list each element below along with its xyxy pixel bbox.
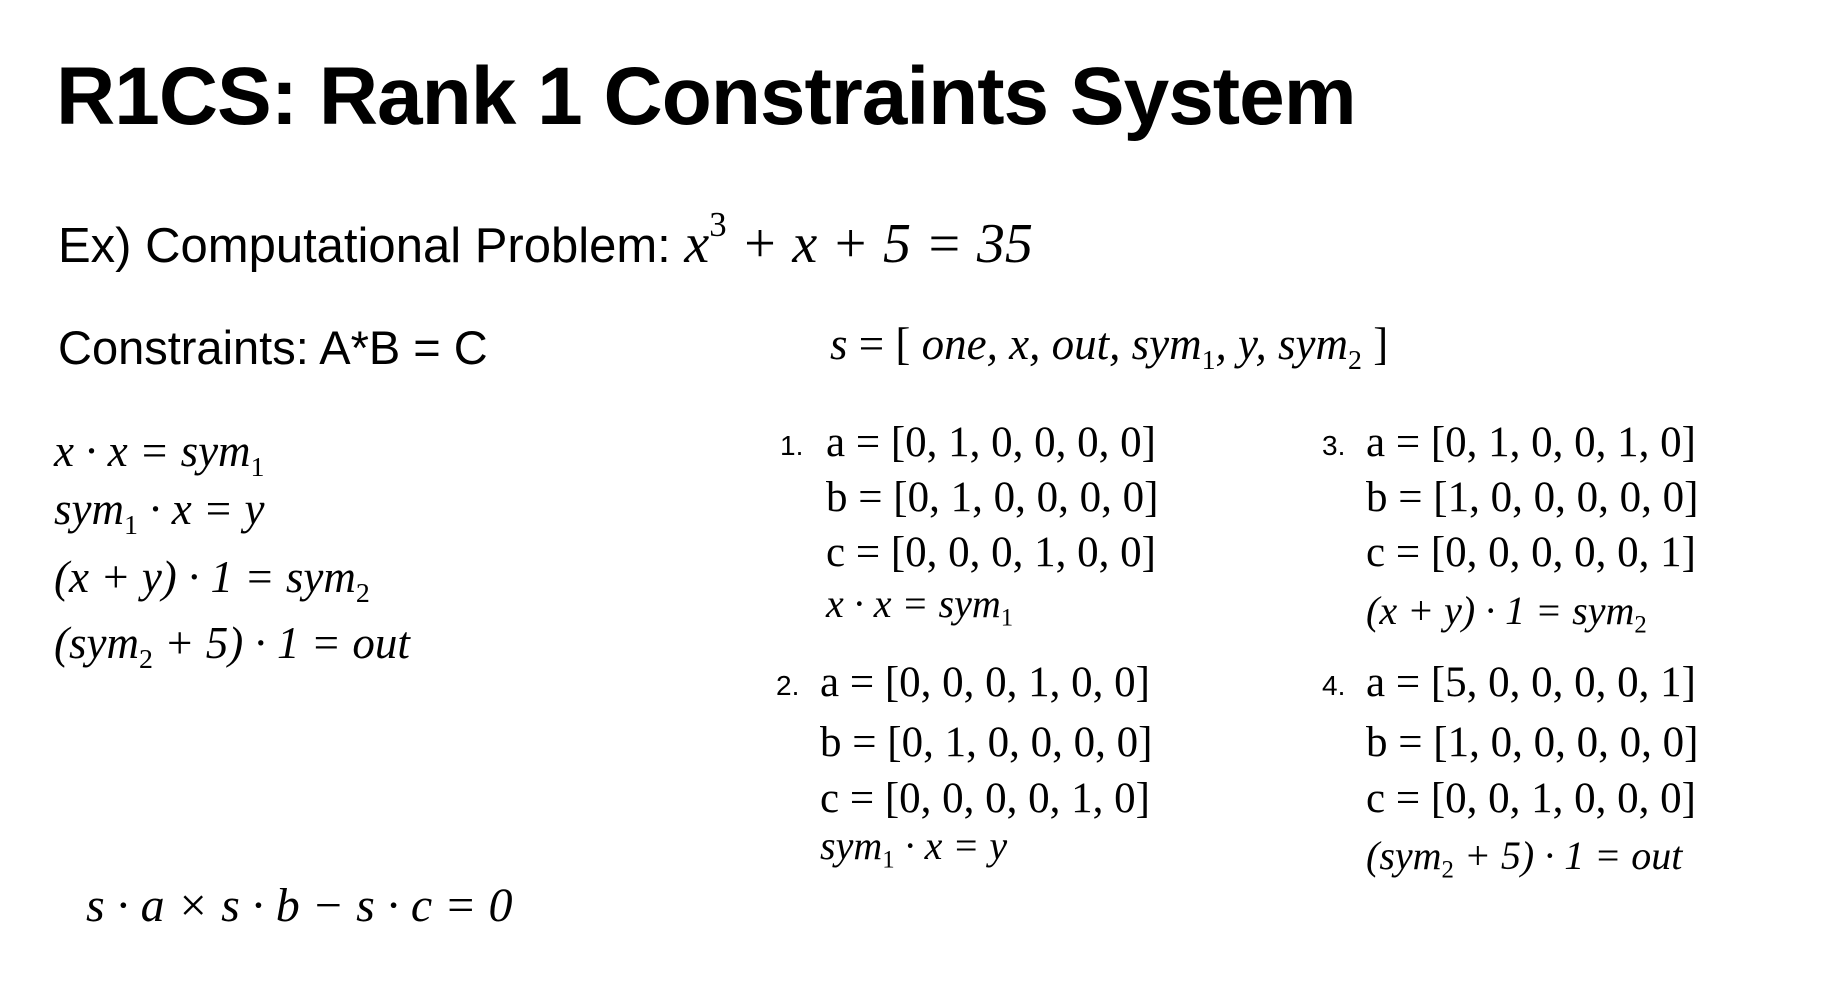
equation-4: (sym$_2$ + 5) · 1 = out: [54, 618, 410, 675]
equation-1: x · x = sym$_1$: [54, 426, 265, 483]
block-2-a: a = [0, 0, 0, 1, 0, 0]: [820, 659, 1150, 706]
block-2-equation: sym$_1$ · x = y: [820, 823, 1008, 874]
equation-2: sym$_1$ · x = y: [54, 484, 265, 541]
page-title: R1CS: Rank 1 Constraints System: [56, 51, 1356, 142]
block-2-b: b = [0, 1, 0, 0, 0, 0]: [820, 719, 1153, 766]
problem-label: Ex) Computational Problem:: [58, 219, 671, 274]
block-4-number: 4.: [1322, 670, 1346, 701]
equation-3: (x + y) · 1 = sym$_2$: [54, 552, 370, 609]
block-2-number: 2.: [776, 670, 800, 701]
block-1-c: c = [0, 0, 0, 1, 0, 0]: [826, 529, 1156, 576]
block-4-c: c = [0, 0, 1, 0, 0, 0]: [1366, 775, 1696, 822]
block-4-equation: (sym$_2$ + 5) · 1 = out: [1366, 833, 1683, 884]
block-3-c: c = [0, 0, 0, 0, 0, 1]: [1366, 529, 1696, 576]
s-vector: s = [ one, x, out, sym$_1$, y, sym$_2$ ]: [830, 319, 1389, 376]
block-3-number: 3.: [1322, 430, 1346, 461]
block-3-equation: (x + y) · 1 = sym$_2$: [1366, 588, 1647, 639]
block-1-number: 1.: [780, 430, 804, 461]
block-4-a: a = [5, 0, 0, 0, 0, 1]: [1366, 659, 1696, 706]
block-1-equation: x · x = sym$_1$: [826, 581, 1014, 632]
final-equation: s · a × s · b − s · c = 0: [86, 879, 513, 932]
constraints-label: Constraints: A*B = C: [58, 321, 488, 374]
block-1-a: a = [0, 1, 0, 0, 0, 0]: [826, 419, 1156, 466]
block-1-b: b = [0, 1, 0, 0, 0, 0]: [826, 474, 1159, 521]
block-4-b: b = [1, 0, 0, 0, 0, 0]: [1366, 719, 1699, 766]
problem-statement: [58, 205, 1033, 276]
block-3-a: a = [0, 1, 0, 0, 1, 0]: [1366, 419, 1696, 466]
block-3-b: b = [1, 0, 0, 0, 0, 0]: [1366, 474, 1699, 521]
problem-equation: $x^3 + x + 5 = 35$: [684, 205, 1033, 276]
block-2-c: c = [0, 0, 0, 0, 1, 0]: [820, 775, 1150, 822]
